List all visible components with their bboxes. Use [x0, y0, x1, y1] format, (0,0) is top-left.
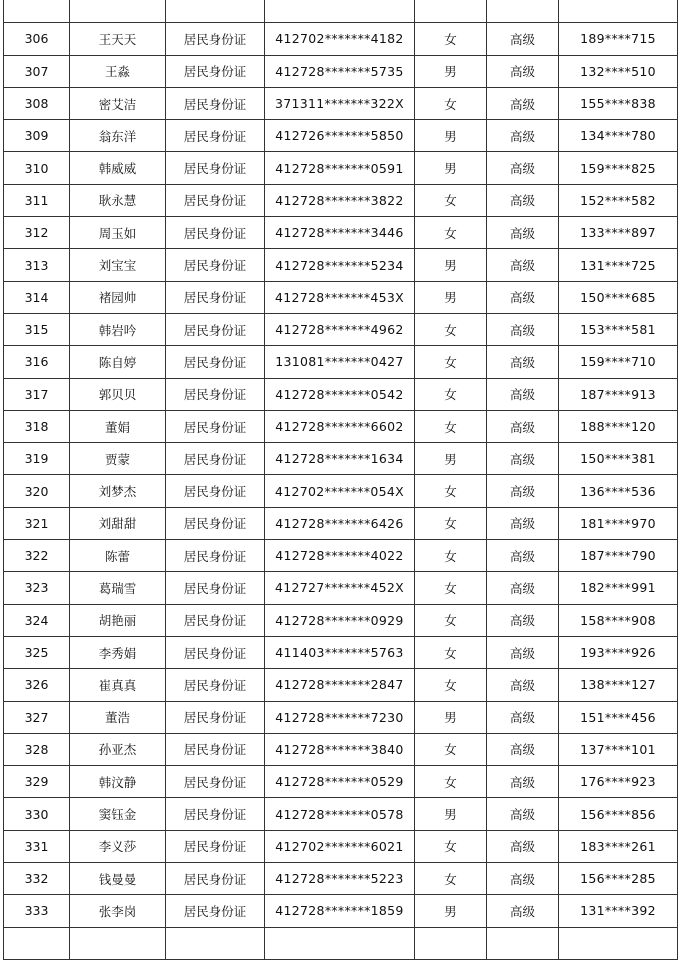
- id-number-cell: 412728*******0578: [265, 798, 415, 830]
- table-row: [4, 87, 678, 119]
- id-number-cell: 412702*******6021: [265, 830, 415, 862]
- table-row: [4, 733, 678, 765]
- table-row: [4, 378, 678, 410]
- id-number-cell: 412728*******3446: [265, 217, 415, 249]
- table-row: [4, 475, 678, 507]
- gender-cell: 男: [415, 55, 487, 87]
- row-number-cell: 316: [4, 346, 70, 378]
- roster-body: [4, 0, 678, 959]
- id-number-cell: 371311*******322X: [265, 87, 415, 119]
- empty-cell: [70, 927, 166, 959]
- document-type-cell: 居民身份证: [166, 766, 265, 798]
- level-cell: 高级: [487, 733, 559, 765]
- table-row: [4, 346, 678, 378]
- table-row: [4, 55, 678, 87]
- person-name-cell: 贾蒙: [70, 443, 166, 475]
- person-name-cell: 李秀娟: [70, 636, 166, 668]
- level-cell: 高级: [487, 830, 559, 862]
- person-name-cell: 崔真真: [70, 669, 166, 701]
- phone-number-cell: 133****897: [559, 217, 678, 249]
- person-name-cell: 孙亚杰: [70, 733, 166, 765]
- person-name-cell: 韩岩吟: [70, 313, 166, 345]
- phone-number-cell: 150****685: [559, 281, 678, 313]
- gender-cell: 女: [415, 540, 487, 572]
- table-row: [4, 152, 678, 184]
- row-number-cell: 310: [4, 152, 70, 184]
- document-type-cell: 居民身份证: [166, 184, 265, 216]
- person-name-cell: 董娟: [70, 410, 166, 442]
- table-row: [4, 507, 678, 539]
- id-number-cell: 131081*******0427: [265, 346, 415, 378]
- document-type-cell: 居民身份证: [166, 152, 265, 184]
- table-row: [4, 830, 678, 862]
- row-number-cell: 308: [4, 87, 70, 119]
- id-number-cell: 411403*******5763: [265, 636, 415, 668]
- person-name-cell: 张李岗: [70, 895, 166, 927]
- gender-cell: 女: [415, 863, 487, 895]
- phone-number-cell: 181****970: [559, 507, 678, 539]
- phone-number-cell: 136****536: [559, 475, 678, 507]
- phone-number-cell: 151****456: [559, 701, 678, 733]
- document-type-cell: 居民身份证: [166, 798, 265, 830]
- level-cell: 高级: [487, 475, 559, 507]
- table-row: [4, 184, 678, 216]
- document-type-cell: 居民身份证: [166, 572, 265, 604]
- table-row: [4, 23, 678, 55]
- document-type-cell: 居民身份证: [166, 830, 265, 862]
- id-number-cell: 412728*******453X: [265, 281, 415, 313]
- id-number-cell: 412728*******6602: [265, 410, 415, 442]
- row-number-cell: 321: [4, 507, 70, 539]
- gender-cell: 女: [415, 733, 487, 765]
- level-cell: 高级: [487, 217, 559, 249]
- level-cell: 高级: [487, 507, 559, 539]
- person-name-cell: 褚园帅: [70, 281, 166, 313]
- roster-table: [3, 0, 678, 960]
- level-cell: 高级: [487, 604, 559, 636]
- empty-cell: [487, 927, 559, 959]
- person-name-cell: 窦钰金: [70, 798, 166, 830]
- person-name-cell: 密艾洁: [70, 87, 166, 119]
- level-cell: 高级: [487, 378, 559, 410]
- level-cell: 高级: [487, 669, 559, 701]
- gender-cell: 女: [415, 766, 487, 798]
- level-cell: 高级: [487, 540, 559, 572]
- gender-cell: 男: [415, 798, 487, 830]
- row-number-cell: 307: [4, 55, 70, 87]
- phone-number-cell: 155****838: [559, 87, 678, 119]
- level-cell: 高级: [487, 184, 559, 216]
- empty-cell: [4, 927, 70, 959]
- document-type-cell: 居民身份证: [166, 636, 265, 668]
- document-type-cell: 居民身份证: [166, 410, 265, 442]
- gender-cell: 男: [415, 120, 487, 152]
- row-number-cell: 324: [4, 604, 70, 636]
- gender-cell: 女: [415, 313, 487, 345]
- level-cell: 高级: [487, 281, 559, 313]
- id-number-cell: 412728*******0542: [265, 378, 415, 410]
- row-number-cell: 320: [4, 475, 70, 507]
- row-number-cell: 322: [4, 540, 70, 572]
- gender-cell: 女: [415, 184, 487, 216]
- id-number-cell: 412728*******0529: [265, 766, 415, 798]
- document-type-cell: 居民身份证: [166, 540, 265, 572]
- row-number-cell: 317: [4, 378, 70, 410]
- document-type-cell: 居民身份证: [166, 701, 265, 733]
- id-number-cell: 412728*******6426: [265, 507, 415, 539]
- person-name-cell: 翁东洋: [70, 120, 166, 152]
- document-type-cell: 居民身份证: [166, 475, 265, 507]
- phone-number-cell: 137****101: [559, 733, 678, 765]
- level-cell: 高级: [487, 120, 559, 152]
- document-type-cell: 居民身份证: [166, 87, 265, 119]
- person-name-cell: 董浩: [70, 701, 166, 733]
- person-name-cell: 耿永慧: [70, 184, 166, 216]
- gender-cell: 女: [415, 604, 487, 636]
- document-type-cell: 居民身份证: [166, 281, 265, 313]
- document-type-cell: 居民身份证: [166, 378, 265, 410]
- table-row: [4, 572, 678, 604]
- id-number-cell: 412728*******4022: [265, 540, 415, 572]
- level-cell: 高级: [487, 23, 559, 55]
- table-row: [4, 636, 678, 668]
- table-row: [4, 249, 678, 281]
- document-type-cell: 居民身份证: [166, 23, 265, 55]
- gender-cell: 女: [415, 830, 487, 862]
- phone-number-cell: 159****825: [559, 152, 678, 184]
- person-name-cell: 胡艳丽: [70, 604, 166, 636]
- table-row: [4, 701, 678, 733]
- gender-cell: 女: [415, 669, 487, 701]
- phone-number-cell: 134****780: [559, 120, 678, 152]
- empty-cell: [166, 927, 265, 959]
- row-number-cell: 312: [4, 217, 70, 249]
- phone-number-cell: 193****926: [559, 636, 678, 668]
- phone-number-cell: 131****725: [559, 249, 678, 281]
- id-number-cell: 412728*******3840: [265, 733, 415, 765]
- level-cell: 高级: [487, 87, 559, 119]
- gender-cell: 男: [415, 152, 487, 184]
- gender-cell: 女: [415, 636, 487, 668]
- document-type-cell: 居民身份证: [166, 313, 265, 345]
- row-number-cell: 325: [4, 636, 70, 668]
- phone-number-cell: 131****392: [559, 895, 678, 927]
- row-number-cell: 331: [4, 830, 70, 862]
- person-name-cell: 韩威威: [70, 152, 166, 184]
- table-row: [4, 798, 678, 830]
- row-number-cell: 309: [4, 120, 70, 152]
- phone-number-cell: 176****923: [559, 766, 678, 798]
- phone-number-cell: 156****856: [559, 798, 678, 830]
- phone-number-cell: 187****913: [559, 378, 678, 410]
- empty-cell: [559, 927, 678, 959]
- level-cell: 高级: [487, 443, 559, 475]
- document-type-cell: 居民身份证: [166, 217, 265, 249]
- table-row: [4, 443, 678, 475]
- id-number-cell: 412728*******5735: [265, 55, 415, 87]
- gender-cell: 女: [415, 217, 487, 249]
- person-name-cell: 刘甜甜: [70, 507, 166, 539]
- table-row: [4, 669, 678, 701]
- table-row-partial: [4, 0, 678, 23]
- gender-cell: 女: [415, 410, 487, 442]
- table-row: [4, 766, 678, 798]
- table-row: [4, 410, 678, 442]
- gender-cell: 女: [415, 475, 487, 507]
- id-number-cell: 412727*******452X: [265, 572, 415, 604]
- level-cell: 高级: [487, 572, 559, 604]
- row-number-cell: 306: [4, 23, 70, 55]
- document-type-cell: 居民身份证: [166, 249, 265, 281]
- phone-number-cell: 152****582: [559, 184, 678, 216]
- gender-cell: 男: [415, 701, 487, 733]
- document-type-cell: 居民身份证: [166, 733, 265, 765]
- table-row: [4, 863, 678, 895]
- row-number-cell: 323: [4, 572, 70, 604]
- level-cell: 高级: [487, 636, 559, 668]
- empty-cell: [415, 927, 487, 959]
- id-number-cell: 412728*******7230: [265, 701, 415, 733]
- document-type-cell: 居民身份证: [166, 346, 265, 378]
- level-cell: 高级: [487, 249, 559, 281]
- row-number-cell: 318: [4, 410, 70, 442]
- id-number-cell: 412726*******5850: [265, 120, 415, 152]
- level-cell: 高级: [487, 346, 559, 378]
- document-type-cell: 居民身份证: [166, 863, 265, 895]
- person-name-cell: 陈自婷: [70, 346, 166, 378]
- level-cell: 高级: [487, 152, 559, 184]
- gender-cell: 女: [415, 507, 487, 539]
- document-type-cell: 居民身份证: [166, 120, 265, 152]
- person-name-cell: 钱曼曼: [70, 863, 166, 895]
- row-number-cell: 328: [4, 733, 70, 765]
- table-row: [4, 313, 678, 345]
- person-name-cell: 韩汶静: [70, 766, 166, 798]
- level-cell: 高级: [487, 701, 559, 733]
- table-row: [4, 281, 678, 313]
- phone-number-cell: 156****285: [559, 863, 678, 895]
- table-row: [4, 217, 678, 249]
- person-name-cell: 王天天: [70, 23, 166, 55]
- row-number-cell: 329: [4, 766, 70, 798]
- phone-number-cell: 188****120: [559, 410, 678, 442]
- phone-number-cell: 182****991: [559, 572, 678, 604]
- table-row-partial: [4, 927, 678, 959]
- level-cell: 高级: [487, 895, 559, 927]
- gender-cell: 男: [415, 281, 487, 313]
- document-type-cell: 居民身份证: [166, 895, 265, 927]
- document-type-cell: 居民身份证: [166, 443, 265, 475]
- level-cell: 高级: [487, 313, 559, 345]
- person-name-cell: 李义莎: [70, 830, 166, 862]
- table-row: [4, 895, 678, 927]
- row-number-cell: 327: [4, 701, 70, 733]
- person-name-cell: 郭贝贝: [70, 378, 166, 410]
- level-cell: 高级: [487, 55, 559, 87]
- row-number-cell: 311: [4, 184, 70, 216]
- person-name-cell: 周玉如: [70, 217, 166, 249]
- id-number-cell: 412728*******4962: [265, 313, 415, 345]
- phone-number-cell: 138****127: [559, 669, 678, 701]
- row-number-cell: 313: [4, 249, 70, 281]
- document-type-cell: 居民身份证: [166, 604, 265, 636]
- row-number-cell: 315: [4, 313, 70, 345]
- gender-cell: 男: [415, 249, 487, 281]
- id-number-cell: 412702*******054X: [265, 475, 415, 507]
- row-number-cell: 326: [4, 669, 70, 701]
- row-number-cell: 314: [4, 281, 70, 313]
- person-name-cell: 刘宝宝: [70, 249, 166, 281]
- phone-number-cell: 159****710: [559, 346, 678, 378]
- id-number-cell: 412728*******3822: [265, 184, 415, 216]
- gender-cell: 男: [415, 895, 487, 927]
- phone-number-cell: 187****790: [559, 540, 678, 572]
- gender-cell: 女: [415, 23, 487, 55]
- id-number-cell: 412728*******5223: [265, 863, 415, 895]
- document-type-cell: 居民身份证: [166, 507, 265, 539]
- person-name-cell: 王淼: [70, 55, 166, 87]
- row-number-cell: 332: [4, 863, 70, 895]
- id-number-cell: 412702*******4182: [265, 23, 415, 55]
- phone-number-cell: 189****715: [559, 23, 678, 55]
- gender-cell: 女: [415, 87, 487, 119]
- table-row: [4, 120, 678, 152]
- id-number-cell: 412728*******1859: [265, 895, 415, 927]
- phone-number-cell: 158****908: [559, 604, 678, 636]
- level-cell: 高级: [487, 863, 559, 895]
- level-cell: 高级: [487, 766, 559, 798]
- phone-number-cell: 150****381: [559, 443, 678, 475]
- table-row: [4, 604, 678, 636]
- gender-cell: 男: [415, 443, 487, 475]
- level-cell: 高级: [487, 798, 559, 830]
- phone-number-cell: 153****581: [559, 313, 678, 345]
- document-type-cell: 居民身份证: [166, 55, 265, 87]
- phone-number-cell: 183****261: [559, 830, 678, 862]
- row-number-cell: 330: [4, 798, 70, 830]
- gender-cell: 女: [415, 346, 487, 378]
- id-number-cell: 412728*******1634: [265, 443, 415, 475]
- id-number-cell: 412728*******0929: [265, 604, 415, 636]
- id-number-cell: 412728*******5234: [265, 249, 415, 281]
- level-cell: 高级: [487, 410, 559, 442]
- phone-number-cell: 132****510: [559, 55, 678, 87]
- id-number-cell: 412728*******0591: [265, 152, 415, 184]
- person-name-cell: 葛瑞雪: [70, 572, 166, 604]
- gender-cell: 女: [415, 572, 487, 604]
- person-name-cell: 刘梦杰: [70, 475, 166, 507]
- row-number-cell: 333: [4, 895, 70, 927]
- table-row: [4, 540, 678, 572]
- document-type-cell: 居民身份证: [166, 669, 265, 701]
- id-number-cell: 412728*******2847: [265, 669, 415, 701]
- row-number-cell: 319: [4, 443, 70, 475]
- gender-cell: 女: [415, 378, 487, 410]
- person-name-cell: 陈蕾: [70, 540, 166, 572]
- empty-cell: [265, 927, 415, 959]
